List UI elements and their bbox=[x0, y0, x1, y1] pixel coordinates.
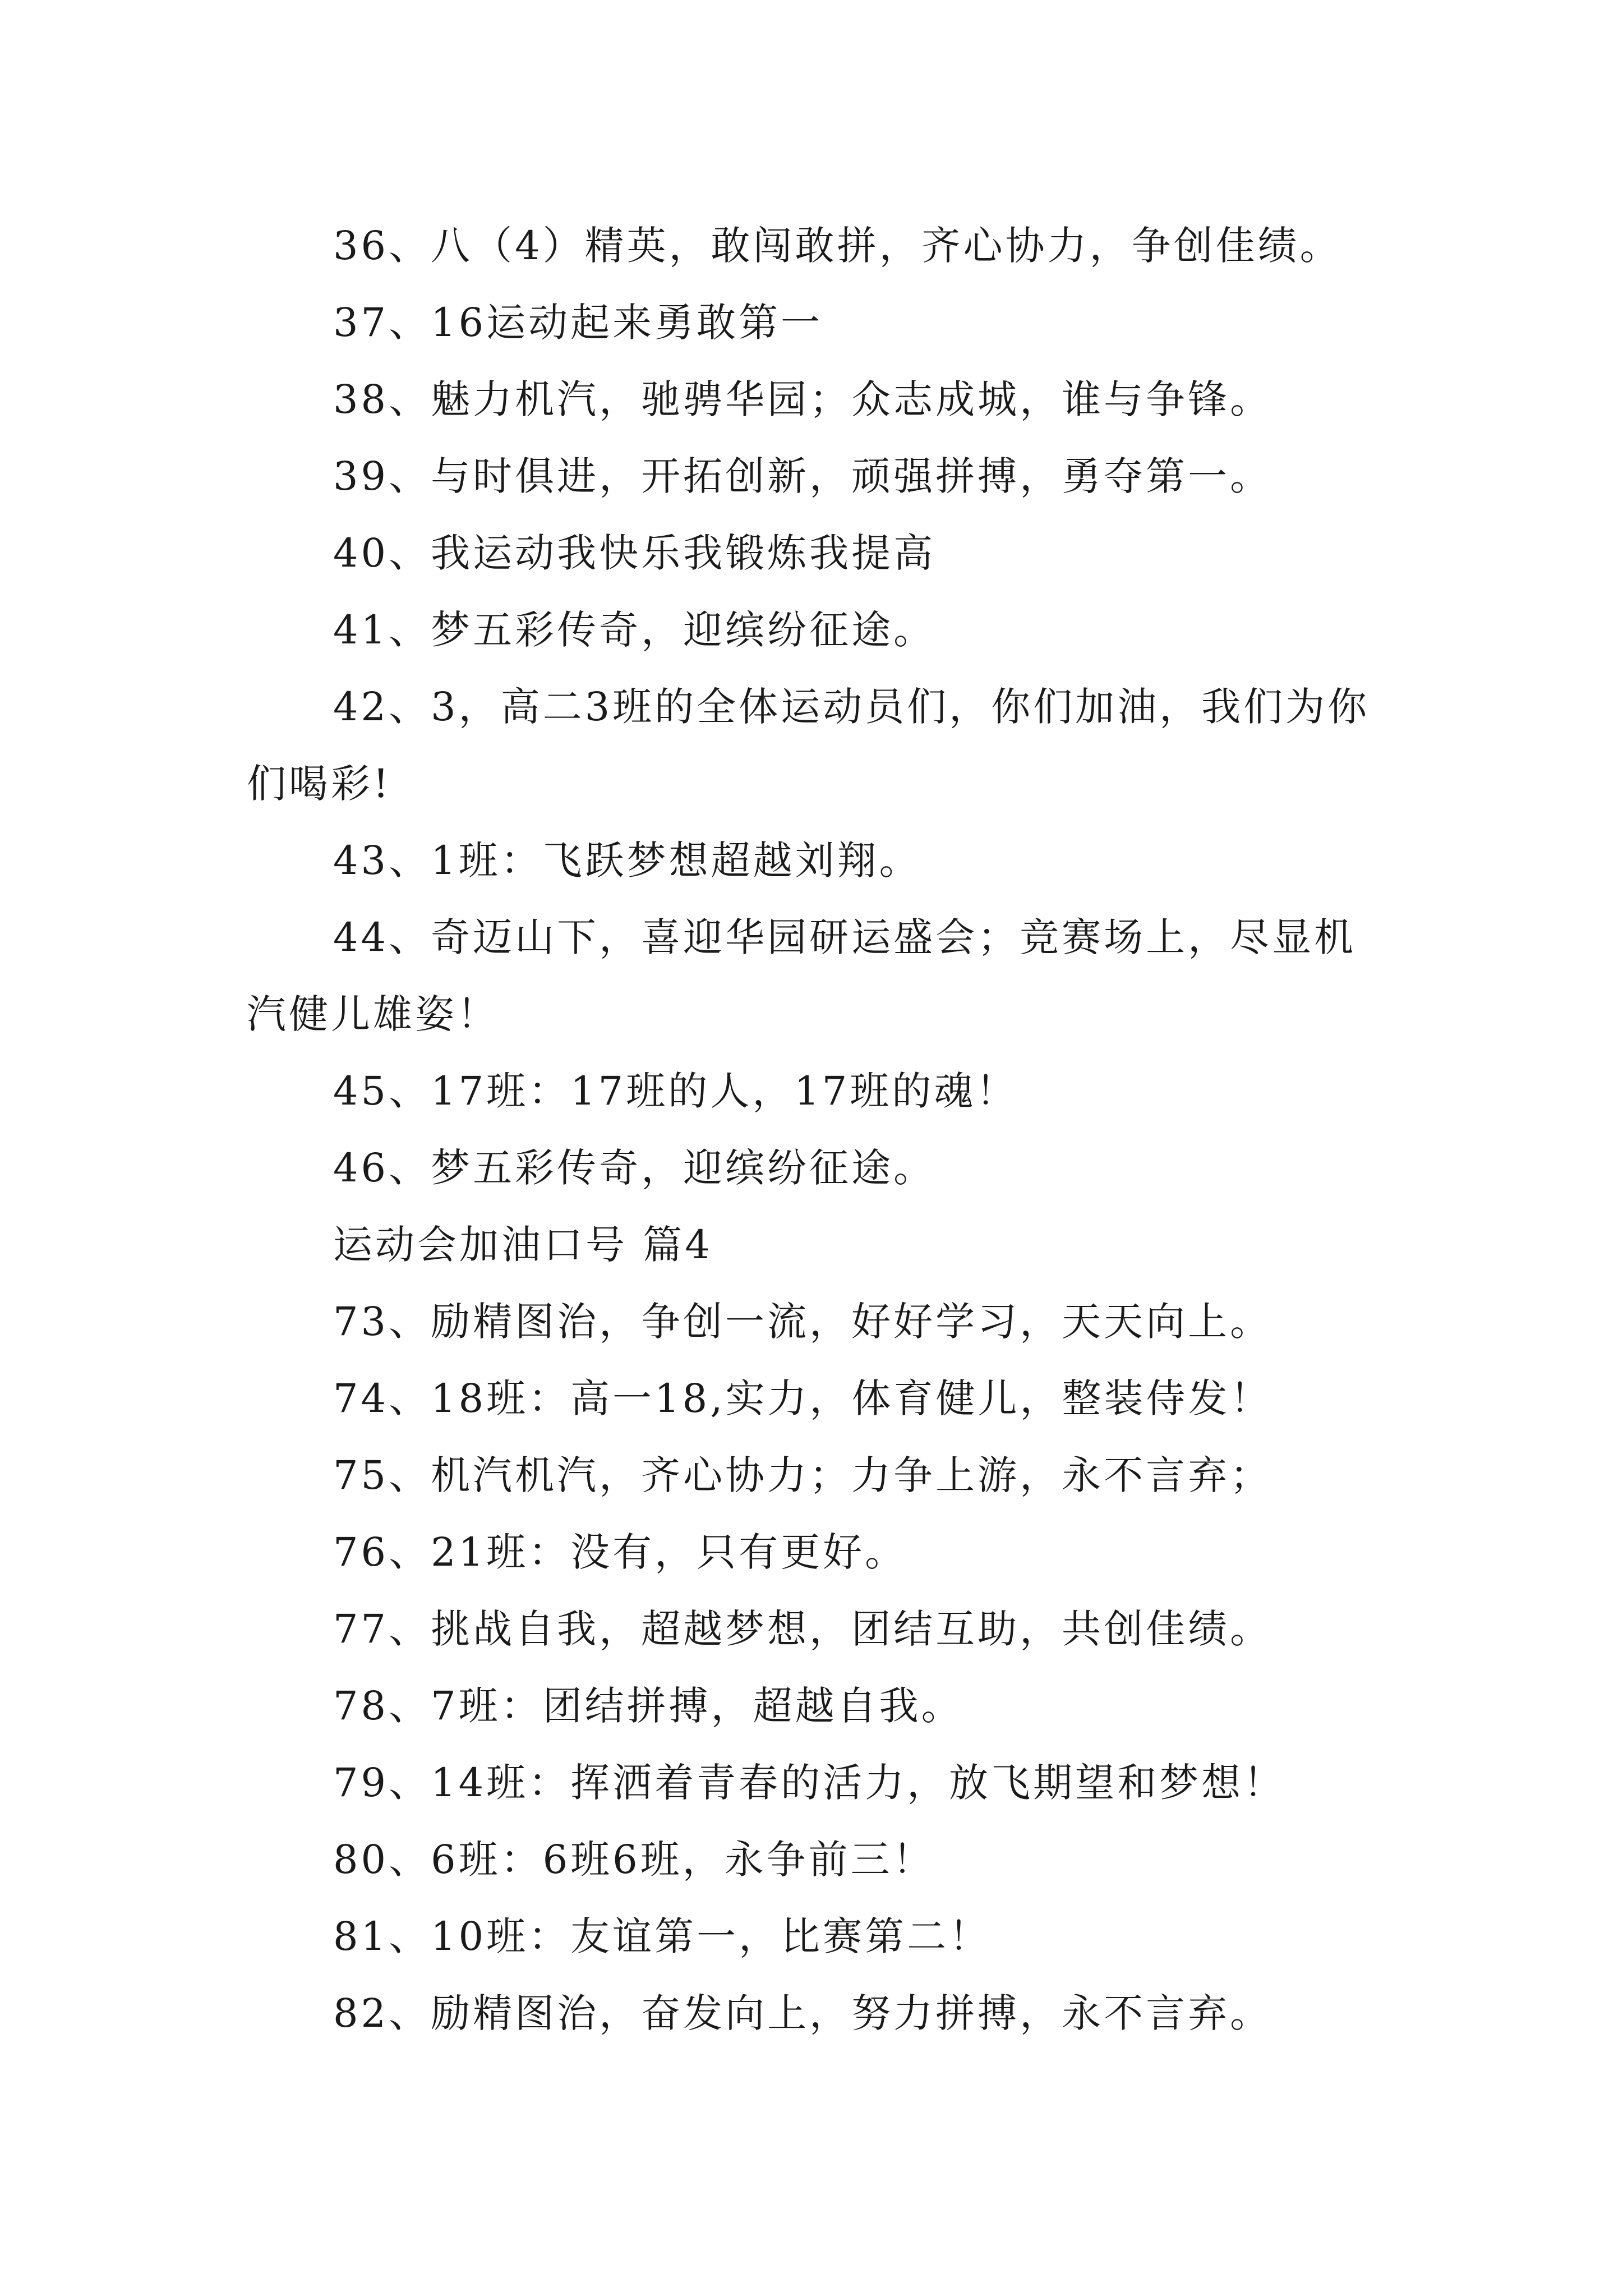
paragraph-slogan-44: 44、奇迈山下，喜迎华园研运盛会；竞赛场上，尽显机汽健儿雄姿！ bbox=[247, 914, 1357, 1037]
paragraph-slogan-73: 73、励精图治，争创一流，好好学习，天天向上。 bbox=[333, 1299, 1272, 1345]
paragraph-slogan-37: 37、16运动起来勇敢第一 bbox=[333, 300, 823, 346]
paragraph-slogan-74: 74、18班：高一18,实力，体育健儿，整装侍发！ bbox=[333, 1375, 1272, 1421]
paragraph-slogan-79: 79、14班：挥洒着青春的活力，放飞期望和梦想！ bbox=[333, 1760, 1286, 1806]
section-heading: 运动会加油口号 篇4 bbox=[333, 1222, 713, 1268]
paragraph-slogan-80: 80、6班：6班6班，永争前三！ bbox=[333, 1837, 935, 1883]
paragraph-slogan-78: 78、7班：团结拼搏，超越自我。 bbox=[333, 1683, 963, 1729]
paragraph-slogan-76: 76、21班：没有，只有更好。 bbox=[333, 1529, 907, 1575]
paragraph-slogan-77: 77、挑战自我，超越梦想，团结互助，共创佳绩。 bbox=[333, 1606, 1272, 1652]
paragraph-slogan-36: 36、八（4）精英，敢闯敢拼，齐心协力，争创佳绩。 bbox=[333, 223, 1342, 269]
paragraph-slogan-75: 75、机汽机汽，齐心协力；力争上游，永不言弃； bbox=[333, 1452, 1272, 1498]
paragraph-slogan-46: 46、梦五彩传奇，迎缤纷征途。 bbox=[333, 1145, 936, 1191]
paragraph-slogan-39: 39、与时俱进，开拓创新，顽强拼搏，勇夺第一。 bbox=[333, 453, 1272, 499]
paragraph-slogan-40: 40、我运动我快乐我锻炼我提高 bbox=[333, 530, 936, 576]
paragraph-slogan-41: 41、梦五彩传奇，迎缤纷征途。 bbox=[333, 607, 936, 653]
paragraph-slogan-42: 42、3，高二3班的全体运动员们，你们加油，我们为你们喝彩! bbox=[247, 684, 1370, 807]
paragraph-slogan-45: 45、17班：17班的人，17班的魂！ bbox=[333, 1068, 1018, 1114]
paragraph-slogan-82: 82、励精图治，奋发向上，努力拼搏，永不言弃。 bbox=[333, 1990, 1272, 2036]
paragraph-slogan-38: 38、魅力机汽，驰骋华园；众志成城，谁与争锋。 bbox=[333, 376, 1272, 422]
paragraph-slogan-81: 81、10班：友谊第一，比赛第二！ bbox=[333, 1913, 992, 1959]
document-body bbox=[247, 208, 1391, 2052]
paragraph-slogan-43: 43、1班：飞跃梦想超越刘翔。 bbox=[333, 838, 921, 884]
